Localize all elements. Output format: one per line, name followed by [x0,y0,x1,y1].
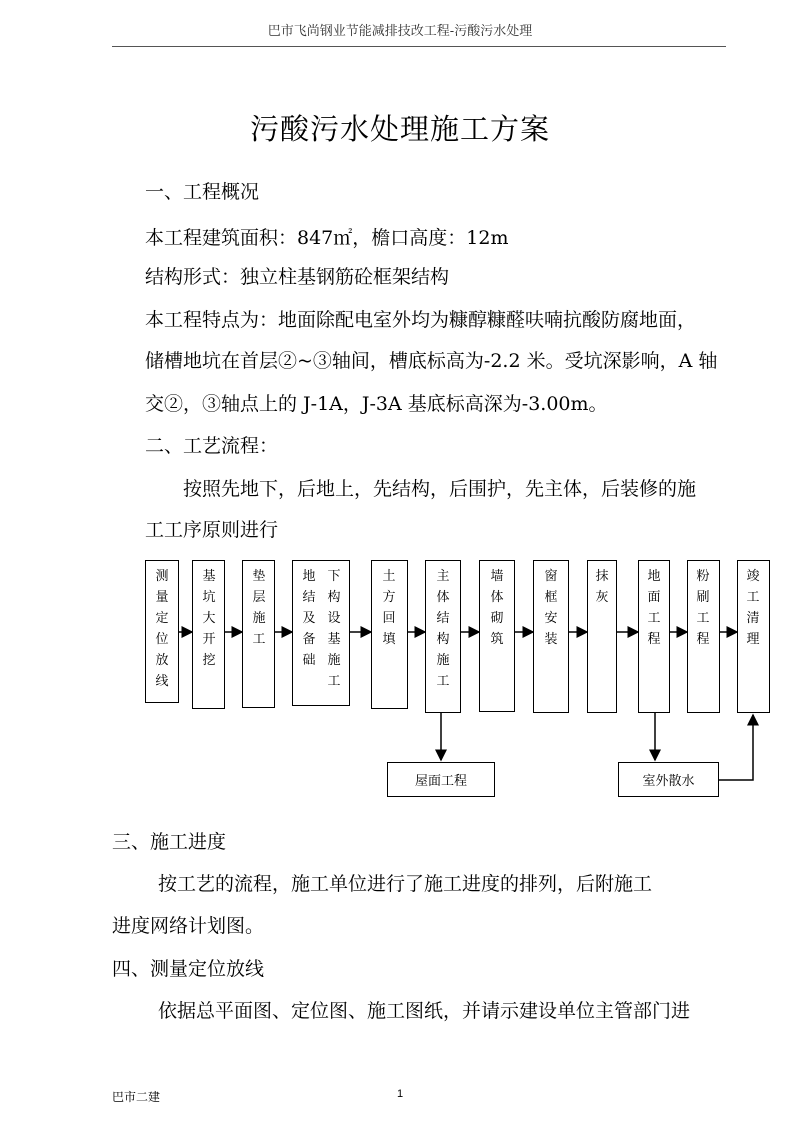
section-4-line-1: 依据总平面图、定位图、施工图纸，并请示建设单位主管部门进 [158,1000,691,1022]
flow-step-survey: 测量定位放线 [145,560,179,703]
section-1-line-3: 本工程特点为：地面除配电室外均为糠醇糠醛呋喃抗酸防腐地面， [145,309,697,331]
section-1-heading: 一、工程概况 [145,181,260,203]
section-1-line-4: 储槽地坑在首层②~③轴间，槽底标高为-2.2 米。受坑深影响，A 轴 [145,350,718,372]
page-header: 巴市飞尚钢业节能减排技改工程-污酸污水处理 [267,24,533,39]
flow-step-plastering: 抹灰 [587,560,617,713]
flow-step-completion-cleanup: 竣工清理 [737,560,770,713]
section-3-line-1: 按工艺的流程，施工单位进行了施工进度的排列，后附施工 [158,873,653,895]
flow-step-underground-structure: 地结及备础 下构设基施工 [292,560,350,706]
section-3-line-2: 进度网络计划图。 [112,915,265,937]
section-1-line-2: 结构形式：独立柱基钢筋砼框架结构 [145,266,450,288]
flow-step-excavation: 基坑大开挖 [192,560,225,709]
section-3-heading: 三、施工进度 [112,831,227,853]
flow-step-cushion: 垫层施工 [242,560,275,708]
flow-branch-roof: 屋面工程 [387,762,495,797]
flow-step-masonry: 墙体砌筑 [479,560,515,712]
footer-company: 巴市二建 [112,1090,161,1104]
section-4-heading: 四、测量定位放线 [112,958,265,980]
section-1-line-1: 本工程建筑面积：847㎡，檐口高度：12m [145,227,509,249]
section-1-line-5: 交②，③轴点上的 J-1A，J-3A 基底标高深为-3.00m。 [145,393,608,415]
section-2-line-1: 按照先地下，后地上，先结构，后围护，先主体，后装修的施 [183,478,697,500]
flow-step-floor-work: 地面工程 [638,560,670,713]
flow-branch-outdoor-drainage: 室外散水 [618,762,719,797]
section-2-line-2: 工工序原则进行 [145,519,279,541]
arrow-outdoor-to-final [719,715,753,780]
section-2-heading: 二、工艺流程： [145,435,279,457]
flow-step-window-frame: 窗框安装 [533,560,569,713]
flow-step-painting: 粉刷工程 [687,560,720,713]
flow-step-backfill: 土方回填 [371,560,408,709]
page-number: 1 [396,1088,404,1100]
document-title: 污酸污水处理施工方案 [249,112,550,146]
flow-step-main-structure: 主体结构施工 [425,560,461,713]
